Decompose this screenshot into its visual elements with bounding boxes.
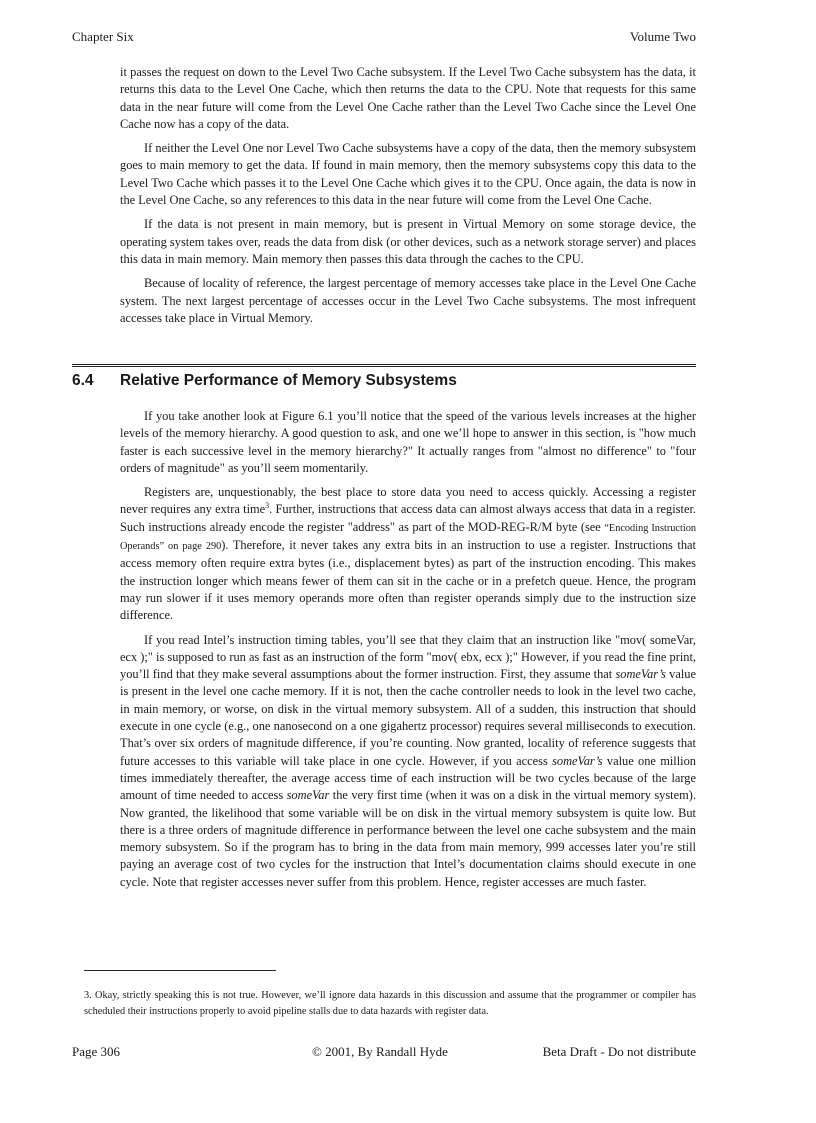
copyright-notice: © 2001, By Randall Hyde <box>312 1044 448 1059</box>
running-header-left: Chapter Six <box>72 29 134 44</box>
paragraph: If the data is not present in main memory, but is present in Virtual Memory on some storage device, the operating system takes over, reads the data from disk (or other devices, such as a network storage server) and places this data in main memory. Main memory then passes this data through the caches to the CPU. <box>120 217 696 266</box>
text-run: If you read Intel’s instruction timing tables, you’ll see that they claim that an instruction like "mov( someVar, ecx );" is supposed to run as fast as an instruction of the form "mov( ebx, ecx );" However, if you read the fine print, you’ll find that they make several assumptions about the former instruction. First, they assume that <box>120 632 696 682</box>
paragraph: it passes the request on down to the Level Two Cache subsystem. If the Level Two Cache subsystem has the data, it returns this data to the Level One Cache, which then returns the data to the CPU. Note that requests for this same data in the near future will come from the Level One Cache rather than the Level Two Cache since the Level One Cache now has a copy of the data. <box>120 65 696 131</box>
text-run: value one million times immediately thereafter, the average access time of each instruction will be two cycles because of the large amount of time needed to access <box>120 753 696 803</box>
paragraph: If you take another look at Figure 6.1 you’ll notice that the speed of the various levels increases at the higher levels of the memory hierarchy. A good question to ask, and one we’ll hope to answer in this section, is "how much faster is each successive level in the memory hierarchy?" It actually ranges from "almost no difference" to "four orders of magnitude" as you’ll seem momentarily. <box>120 409 696 475</box>
section-divider <box>72 364 696 367</box>
footnote: 3. Okay, strictly speaking this is not true. However, we’ll ignore data hazards in this discussion and assume that the programmer or compiler has scheduled their instructions properly to avoid pipeline stalls due to data hazards with register data. <box>84 990 696 1017</box>
paragraph: Because of locality of reference, the largest percentage of memory accesses take place in the Level One Cache system. The next largest percentage of accesses occur in the Level Two Cache subsystems. The most infrequent accesses take place in Virtual Memory. <box>120 276 696 325</box>
section-number: 6.4 <box>72 372 94 389</box>
running-header-right: Volume Two <box>629 29 696 44</box>
footnote-marker[interactable]: 3 <box>265 501 270 511</box>
footnote-separator <box>84 970 276 971</box>
italic-identifier: someVar’s <box>615 667 666 682</box>
text-run: . Further, instructions that access data can almost always access that data in a register. Such instructions already encode the register "address" as part of the MOD-REG-R/M byte (see <box>120 502 696 534</box>
section-title: Relative Performance of Memory Subsystems <box>120 372 457 389</box>
paragraph <box>120 484 696 624</box>
text-run: value is present in the level one cache memory. If it is not, then the cache controller needs to look in the level two cache, in main memory, or worse, on disk in the virtual memory subsystem. All of a sudden, this instruction that should execute in one cycle (e.g., one nanosecond on a one gigahertz processor) requires several milliseconds to execution. That’s over six orders of magnitude difference, if you’re counting. Now granted, locality of reference suggests that future accesses to this variable will take place in one cycle. However, if you access <box>120 667 696 768</box>
cross-reference-link[interactable]: “Encoding Instruction Operands” on page 290 <box>120 522 696 553</box>
paragraph: If neither the Level One nor Level Two Cache subsystems have a copy of the data, then the memory subsystem goes to main memory to get the data. If found in main memory, then the memory subsystems copy this data to the Level Two Cache which passes it to the Level One Cache which gives it to the CPU. Once again, the data is now in the Level One Cache, so any references to this data in the near future will come from the Level One Cache. <box>120 141 696 208</box>
italic-identifier: someVar’s <box>552 753 603 768</box>
top-text-block <box>120 64 696 334</box>
italic-identifier: someVar <box>286 788 330 803</box>
page-number: Page 306 <box>72 1044 121 1059</box>
text-run: Registers are, unquestionably, the best place to store data you need to access quickly. Accessing a register never requires any extra time <box>120 485 696 517</box>
paragraph <box>120 632 696 891</box>
text-run: the very first time (when it was on a disk in the virtual memory system). Now granted, the likelihood that some variable will be on disk in the virtual memory subsystem is quite low. But there is a three orders of magnitude difference in performance between the level one cache subsystem and the main memory subsystem. So if the program has to bring in the data from main memory, 999 accesses later you’re still paying an average cost of two cycles for the instruction that Intel’s documentation claims should execute in one cycle. Note that register accesses never suffer from this problem. Hence, register accesses are much faster. <box>120 788 696 889</box>
text-run: ). Therefore, it never takes any extra bits in an instruction to use a register. Instructions that access memory often require extra bytes (i.e., displacement bytes) as part of the instruction encoding. This makes the instruction longer which means fewer of them can sit in the cache or in a prefetch queue. Hence, the program may run slower if it uses memory operands more often than register operands simply due to the instruction size difference. <box>120 538 696 623</box>
section-text-block <box>120 408 696 898</box>
draft-notice: Beta Draft - Do not distribute <box>542 1044 696 1059</box>
section-heading <box>72 372 457 390</box>
